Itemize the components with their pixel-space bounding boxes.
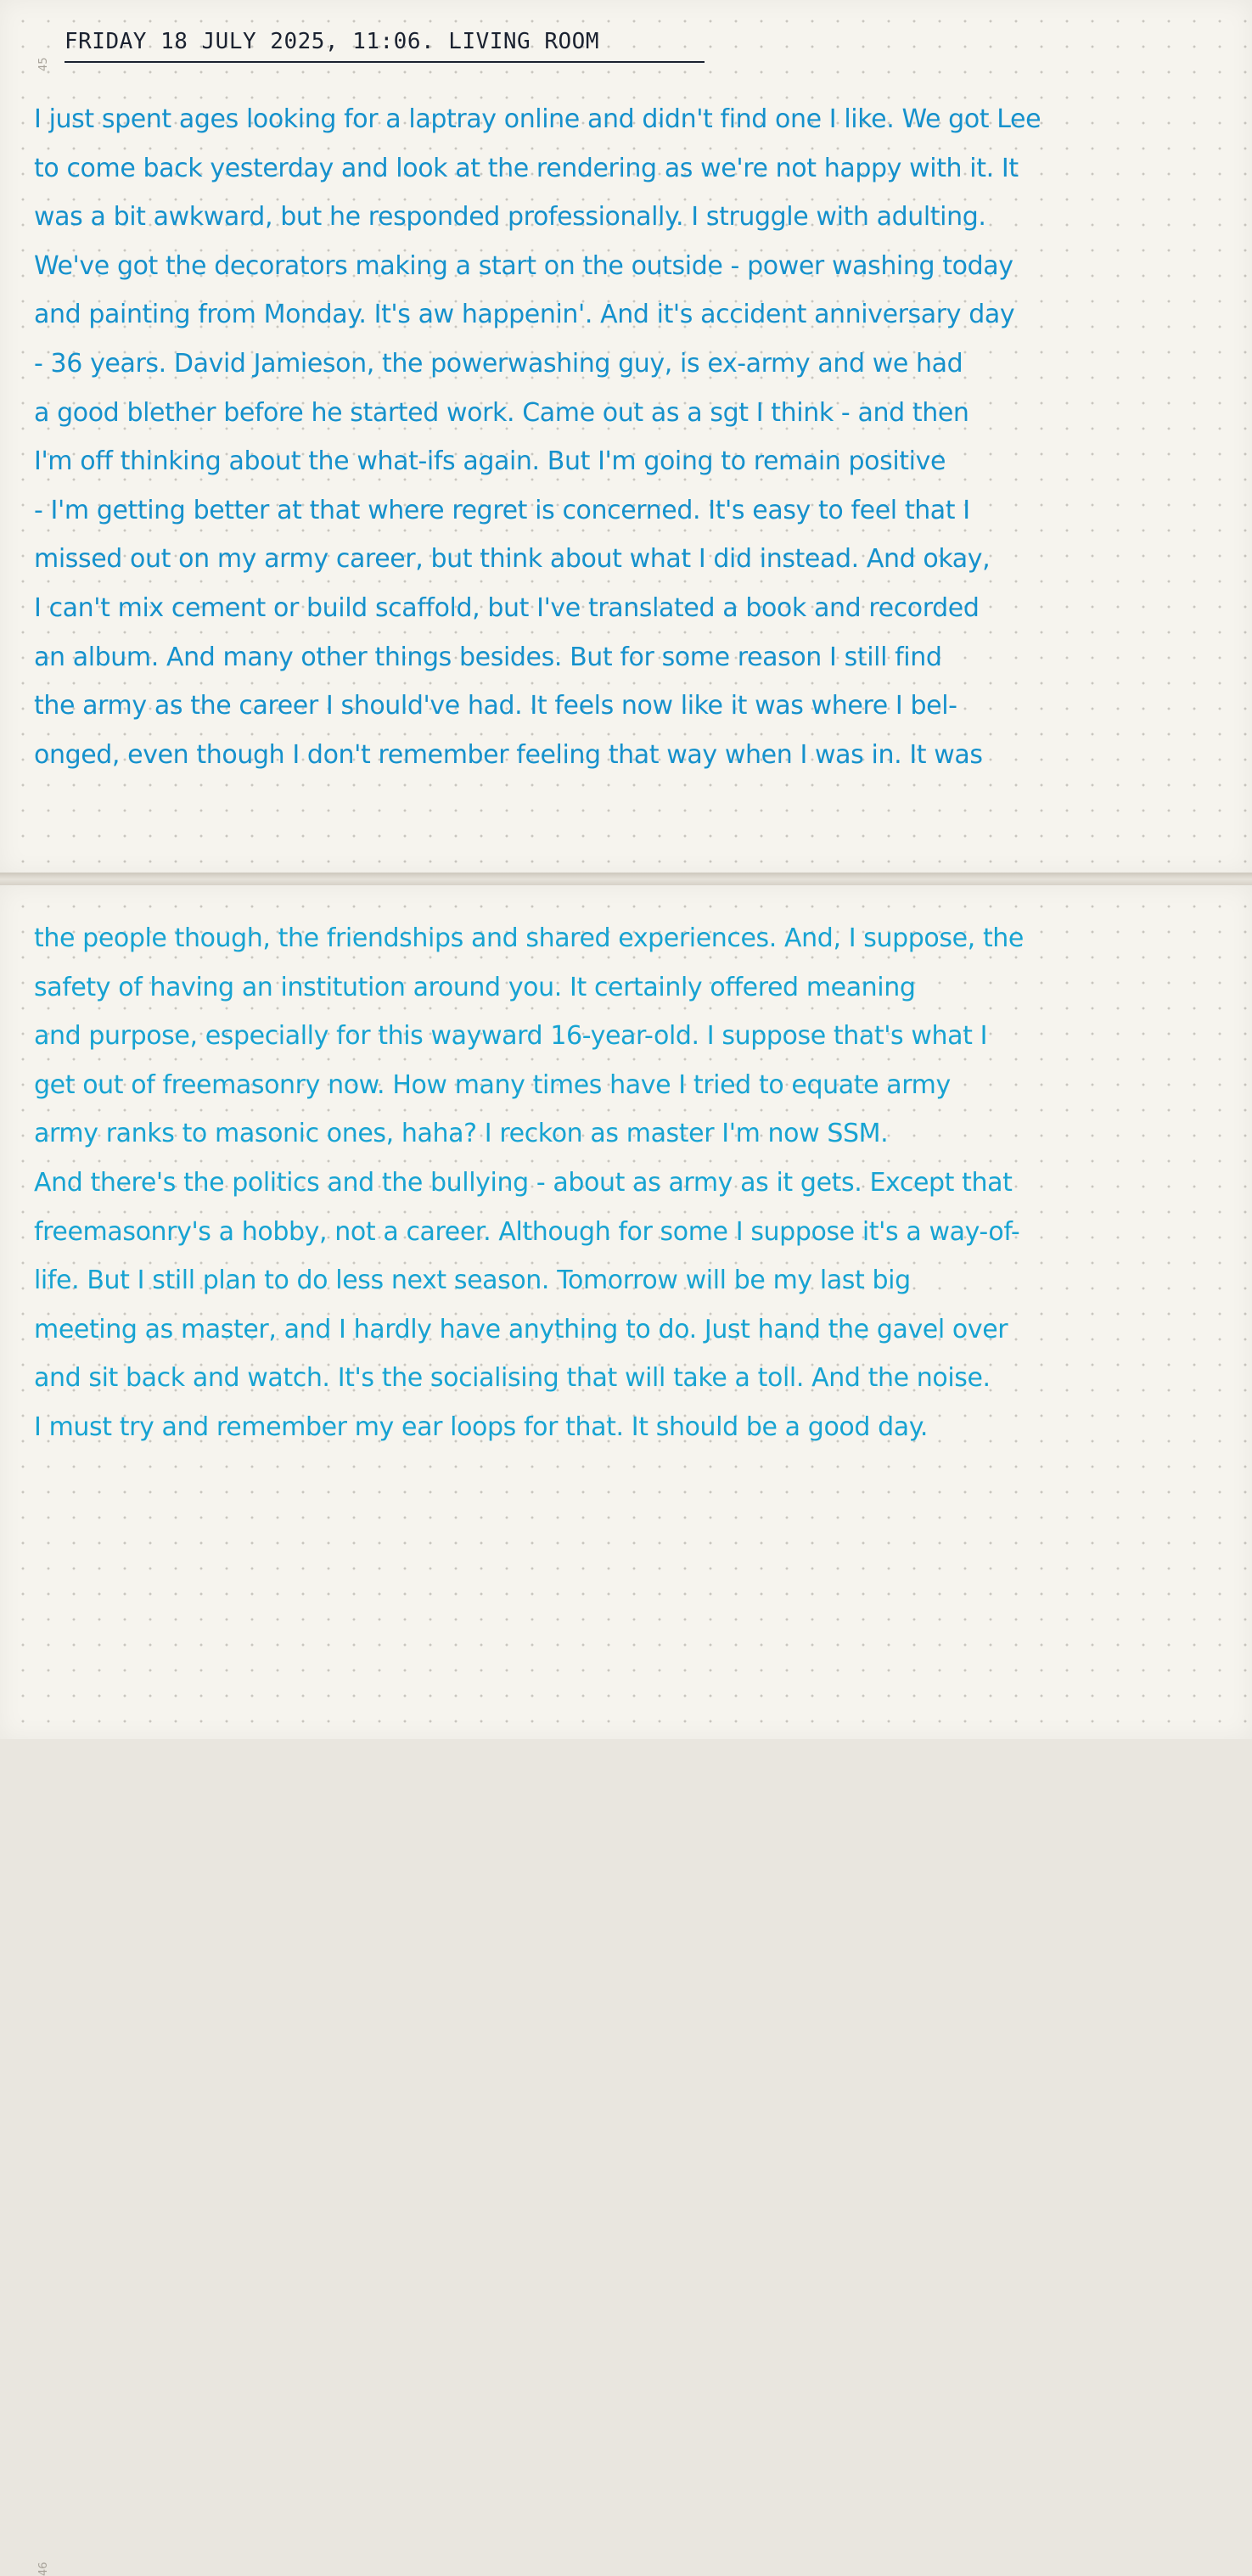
text-line: an album. And many other things besides. But for some reason I still find xyxy=(34,642,942,672)
page-number-top: 45 xyxy=(37,57,50,71)
text-line: army ranks to masonic ones, haha? I reckon as master I'm now SSM. xyxy=(34,1119,889,1149)
text-line: And there's the politics and the bullying - about as army as it gets. Except that xyxy=(34,1167,1013,1198)
text-line: I must try and remember my ear loops for that. It should be a good day. xyxy=(34,1411,928,1442)
text-line: I can't mix cement or build scaffold, but I've translated a book and recorded xyxy=(34,592,980,623)
entry-text-top xyxy=(34,95,1041,779)
text-line: and sit back and watch. It's the socialising that will take a toll. And the noise. xyxy=(34,1363,991,1394)
text-line: the army as the career I should've had. It feels now like it was where I bel- xyxy=(34,691,957,721)
text-line: - 36 years. David Jamieson, the powerwashing guy, is ex-army and we had xyxy=(34,348,963,379)
text-line: - I'm getting better at that where regret is concerned. It's easy to feel that I xyxy=(34,495,970,525)
text-line: a good blether before he started work. Came out as a sgt I think - and then xyxy=(34,397,969,428)
entry-text-bottom xyxy=(34,914,1024,1452)
text-line: and painting from Monday. It's aw happenin'. And it's accident anniversary day xyxy=(34,300,1015,330)
text-line: the people though, the friendships and shared experiences. And, I suppose, the xyxy=(34,923,1024,953)
text-line: life. But I still plan to do less next season. Tomorrow will be my last big xyxy=(34,1266,911,1296)
text-line: was a bit awkward, but he responded professionally. I struggle with adulting. xyxy=(34,202,986,233)
page-number-bottom: 46 xyxy=(37,2562,50,2576)
text-line: meeting as master, and I hardly have anything to do. Just hand the gavel over xyxy=(34,1314,1008,1344)
top-page xyxy=(0,0,1252,875)
text-line: I just spent ages looking for a laptray online and didn't find one I like. We got Lee xyxy=(34,104,1041,134)
text-line: onged, even though I don't remember feeling that way when I was in. It was xyxy=(34,739,983,770)
text-line: and purpose, especially for this wayward 16-year-old. I suppose that's what I xyxy=(34,1021,988,1052)
text-line: get out of freemasonry now. How many times have I tried to equate army xyxy=(34,1069,951,1100)
text-line: We've got the decorators making a start on the outside - power washing today xyxy=(34,250,1013,281)
text-line: missed out on my army career, but think about what I did instead. And okay, xyxy=(34,544,991,575)
text-line: to come back yesterday and look at the rendering as we're not happy with it. It xyxy=(34,153,1019,183)
entry-heading: FRIDAY 18 JULY 2025, 11:06. LIVING ROOM xyxy=(65,29,705,63)
text-line: I'm off thinking about the what-ifs again. But I'm going to remain positive xyxy=(34,446,946,477)
text-line: freemasonry's a hobby, not a career. Although for some I suppose it's a way-of- xyxy=(34,1216,1020,1247)
text-line: safety of having an institution around you. It certainly offered meaning xyxy=(34,972,916,1002)
